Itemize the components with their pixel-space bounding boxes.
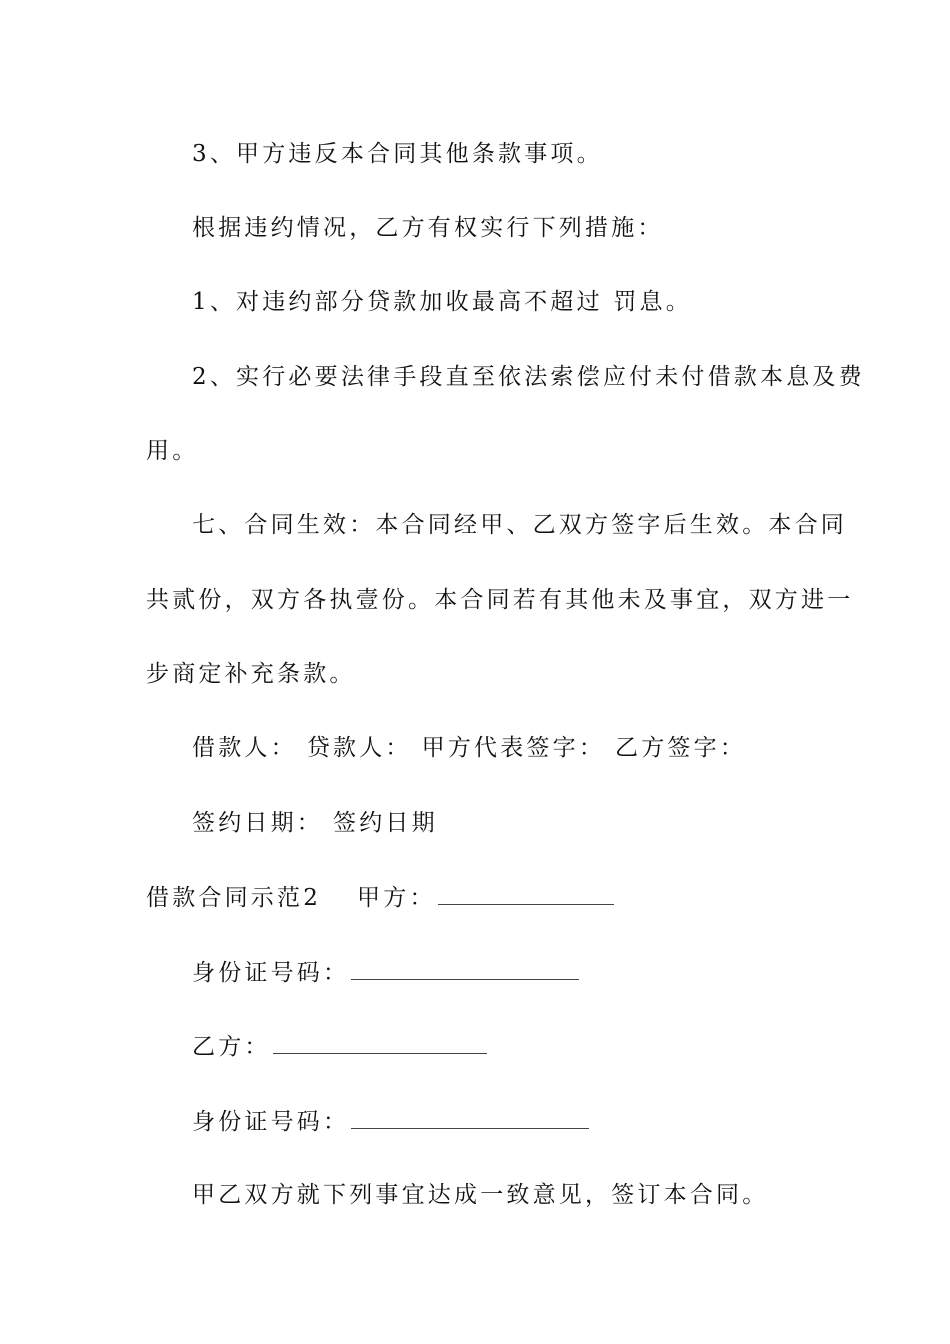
signing-date-1: 签约日期：: [192, 810, 323, 836]
signing-date-2: 签约日期: [333, 810, 438, 836]
section-7-line-1: 七、合同生效：本合同经甲、乙双方签字后生效。本合同: [192, 512, 847, 538]
party-b-label: 乙方：: [192, 1034, 271, 1060]
measure-2-line-1: 2、实行必要法律手段直至依法索偿应付未付借款本息及费: [192, 364, 865, 390]
party-a-label: 甲方：: [357, 885, 436, 911]
id-number-line-1: [192, 957, 862, 988]
party-b-sign-label: 乙方签字：: [615, 735, 747, 761]
measure-2-line-2: 用。: [146, 438, 199, 464]
id-number-label-1: 身份证号码：: [192, 960, 350, 986]
party-b-blank: [273, 1031, 487, 1054]
section-7-line-3: 步商定补充条款。: [146, 661, 356, 687]
borrower-label: 借款人：: [192, 735, 297, 761]
lender-label: 贷款人：: [306, 735, 412, 761]
measure-1: 1、对违约部分贷款加收最高不超过 罚息。: [192, 289, 692, 315]
party-b-line: [192, 1031, 862, 1062]
signing-date-line: [192, 808, 862, 838]
party-a-blank: [438, 882, 614, 905]
measures-intro: 根据违约情况，乙方有权实行下列措施：: [192, 215, 664, 241]
sample-2-header: [146, 882, 816, 913]
agreement-statement: 甲乙双方就下列事宜达成一致意见，签订本合同。: [192, 1182, 769, 1208]
signature-line: [192, 733, 862, 763]
clause-3-text: 3、甲方违反本合同其他条款事项。: [192, 141, 603, 167]
id-number-line-2: [192, 1106, 862, 1137]
section-7-line-2: 共贰份，双方各执壹份。本合同若有其他未及事宜，双方进一: [146, 587, 854, 613]
sample-title: 借款合同示范2: [146, 885, 322, 911]
id-number-blank-1: [351, 957, 579, 980]
party-a-rep-label: 甲方代表签字：: [421, 735, 606, 761]
id-number-label-2: 身份证号码：: [192, 1109, 350, 1135]
id-number-blank-2: [351, 1106, 589, 1129]
